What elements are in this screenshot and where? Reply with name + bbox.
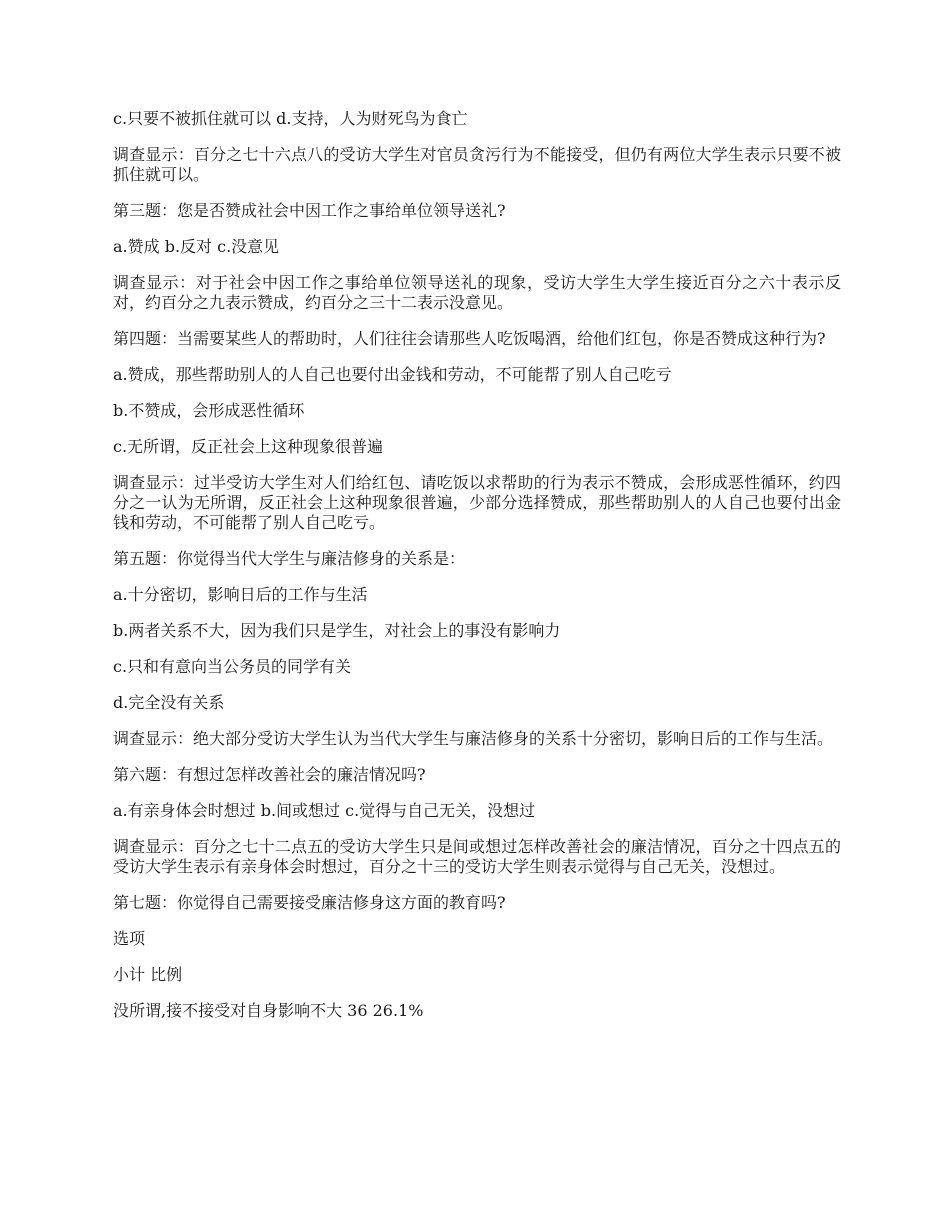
question-6: 第六题：有想过怎样改善社会的廉洁情况吗?: [113, 765, 426, 784]
table-header-option: 选项: [113, 929, 146, 948]
question-4: 第四题：当需要某些人的帮助时，人们往往会请那些人吃饭喝酒，给他们红包，你是否赞成这种行为?: [113, 329, 826, 348]
option-line: c.只要不被抓住就可以 d.支持，人为财死鸟为食亡: [113, 109, 468, 128]
table-header-count-ratio: 小计 比例: [113, 965, 183, 984]
option-line: d.完全没有关系: [113, 693, 225, 712]
question-5: 第五题：你觉得当代大学生与廉洁修身的关系是：: [113, 549, 466, 568]
question-3: 第三题：您是否赞成社会中因工作之事给单位领导送礼?: [113, 201, 506, 220]
table-row: 没所谓,接不接受对自身影响不大 36 26.1%: [113, 1001, 424, 1020]
survey-result: 调查显示：过半受访大学生对人们给红包、请吃饭以求帮助的行为表示不赞成，会形成恶性循环，约四分之一认为无所谓，反正社会上这种现象很普遍，少部分选择赞成，那些帮助别人的人自己也要付出金钱和劳动，不可能帮了别人自己吃亏。: [113, 473, 841, 532]
document-page: [113, 109, 841, 1037]
option-line: b.两者关系不大，因为我们只是学生，对社会上的事没有影响力: [113, 621, 561, 640]
survey-result: 调查显示：百分之七十二点五的受访大学生只是间或想过怎样改善社会的廉洁情况，百分之十四点五的受访大学生表示有亲身体会时想过，百分之十三的受访大学生则表示觉得与自己无关，没想过。: [113, 837, 841, 876]
survey-result: 调查显示：百分之七十六点八的受访大学生对官员贪污行为不能接受，但仍有两位大学生表示只要不被抓住就可以。: [113, 145, 841, 184]
survey-result: 调查显示：绝大部分受访大学生认为当代大学生与廉洁修身的关系十分密切，影响日后的工作与生活。: [113, 729, 834, 748]
option-line: a.赞成，那些帮助别人的人自己也要付出金钱和劳动，不可能帮了别人自己吃亏: [113, 365, 672, 384]
option-line: c.无所谓，反正社会上这种现象很普遍: [113, 437, 384, 456]
survey-result: 调查显示：对于社会中因工作之事给单位领导送礼的现象，受访大学生大学生接近百分之六十表示反对，约百分之九表示赞成，约百分之三十二表示没意见。: [113, 273, 841, 312]
option-line: a.赞成 b.反对 c.没意见: [113, 237, 280, 256]
option-line: b.不赞成，会形成恶性循环: [113, 401, 305, 420]
question-7: 第七题：你觉得自己需要接受廉洁修身这方面的教育吗?: [113, 893, 506, 912]
option-line: a.十分密切，影响日后的工作与生活: [113, 585, 368, 604]
option-line: c.只和有意向当公务员的同学有关: [113, 657, 352, 676]
option-line: a.有亲身体会时想过 b.间或想过 c.觉得与自己无关，没想过: [113, 801, 536, 820]
